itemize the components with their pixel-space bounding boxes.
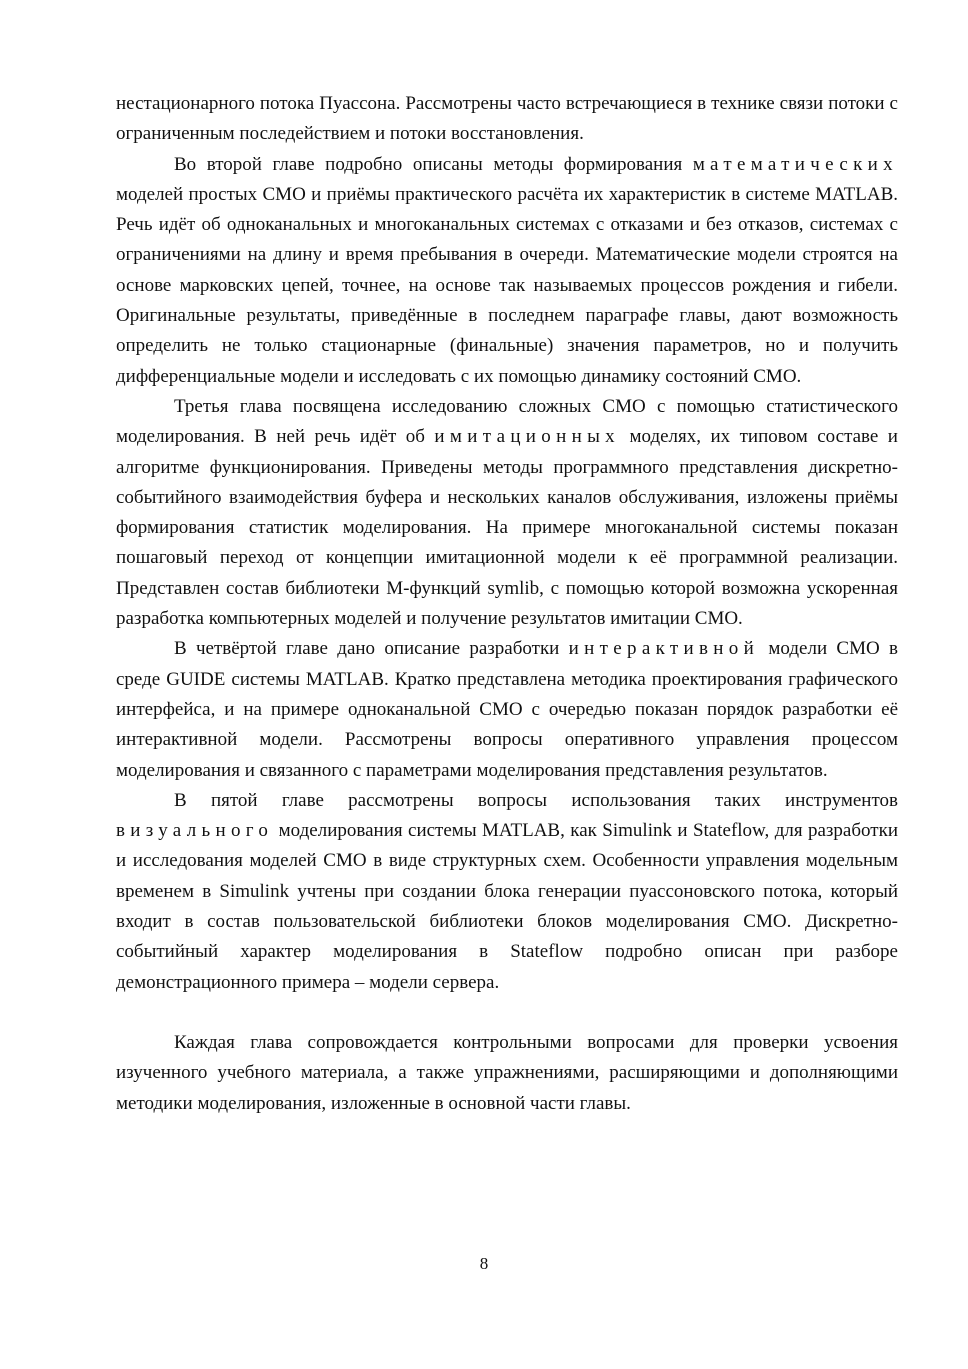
text-run: модели СМО в среде GUIDE системы MATLAB. Кратко представлена методика проектирования графического интерфейса, и на примере одноканальной СМО с очередью показан порядок разработки её интерактивной модели. Рассмотрены вопросы оперативного управления процессом моделирования и связанного с параметрами моделирования представления результатов. [116,638,898,781]
text-run: В пятой главе рассмотрены вопросы использования таких инструментов [174,789,898,811]
text-run: Каждая глава сопровождается контрольными вопросами для проверки усвоения изученного учебного материала, а также упражнениями, расширяющими и дополняющими методики моделирования, изложенные в основной части главы. [116,1031,898,1114]
paragraph-chapter-5 [116,786,898,998]
text-run: Третья глава посвящена исследованию сложных СМО с помощью статистического моделирования. В ней речь идёт об [116,395,898,448]
paragraph-chapter-4 [116,634,898,785]
text-run: Во второй главе подробно описаны методы формирования [174,153,693,175]
paragraph-chapter-2 [116,150,898,392]
paragraph-gap [116,998,898,1028]
page-number: 8 [479,1254,489,1273]
text-run: В четвёртой главе дано описание разработки [174,638,569,660]
spaced-emphasis: имитационных [434,426,620,448]
spaced-emphasis: математических [692,153,898,175]
page-body [116,89,898,1119]
paragraph-chapter-3 [116,392,898,634]
spaced-emphasis: визуального [116,820,274,842]
text-run: моделирования системы MATLAB, как Simulink и Stateflow, для разработки и исследования моделей СМО в виде структурных схем. Особенности управления модельным временем в Simulink учтены при создании блока генерации пуассоновского потока, который входит в состав пользовательской библиотеки блоков моделирования СМО. Дискретно-событийный характер моделирования в Stateflow подробно описан при разборе демонстрационного примера – модели сервера. [116,820,898,993]
text-run: моделей простых СМО и приёмы практического расчёта их характеристик в системе MATLAB. Речь идёт об одноканальных и многоканальных системах с отказами и без отказов, системах с ограничениями на длину и время пребывания в очереди. Математические модели строятся на основе марковских цепей, точнее, на основе так называемых процессов рождения и гибели. Оригинальные результаты, приведённые в последнем параграфе главы, дают возможность определить не только стационарные (финальные) значения параметров, но и получить дифференциальные модели и исследовать с их помощью динамику состояний СМО. [116,183,898,387]
paragraph-intro-continued [116,89,898,150]
text-run: моделях, их типовом составе и алгоритме функционирования. Приведены методы программного представления дискретно-событийного взаимодействия буфера и нескольких каналов обслуживания, изложены приёмы формирования статистик моделирования. На примере многоканальной системы показан пошаговый переход от концепции имитационной модели к её программной реализации. Представлен состав библиотеки М-функций symlib, с помощью которой возможна ускоренная разработка компьютерных моделей и получение результатов имитации СМО. [116,426,898,630]
paragraph-closing [116,1028,898,1119]
spaced-emphasis: интерактивной [568,638,760,660]
text-run: нестационарного потока Пуассона. Рассмотрены часто встречающиеся в технике связи потоки с ограниченным последействием и потоки восстановления. [116,93,898,145]
